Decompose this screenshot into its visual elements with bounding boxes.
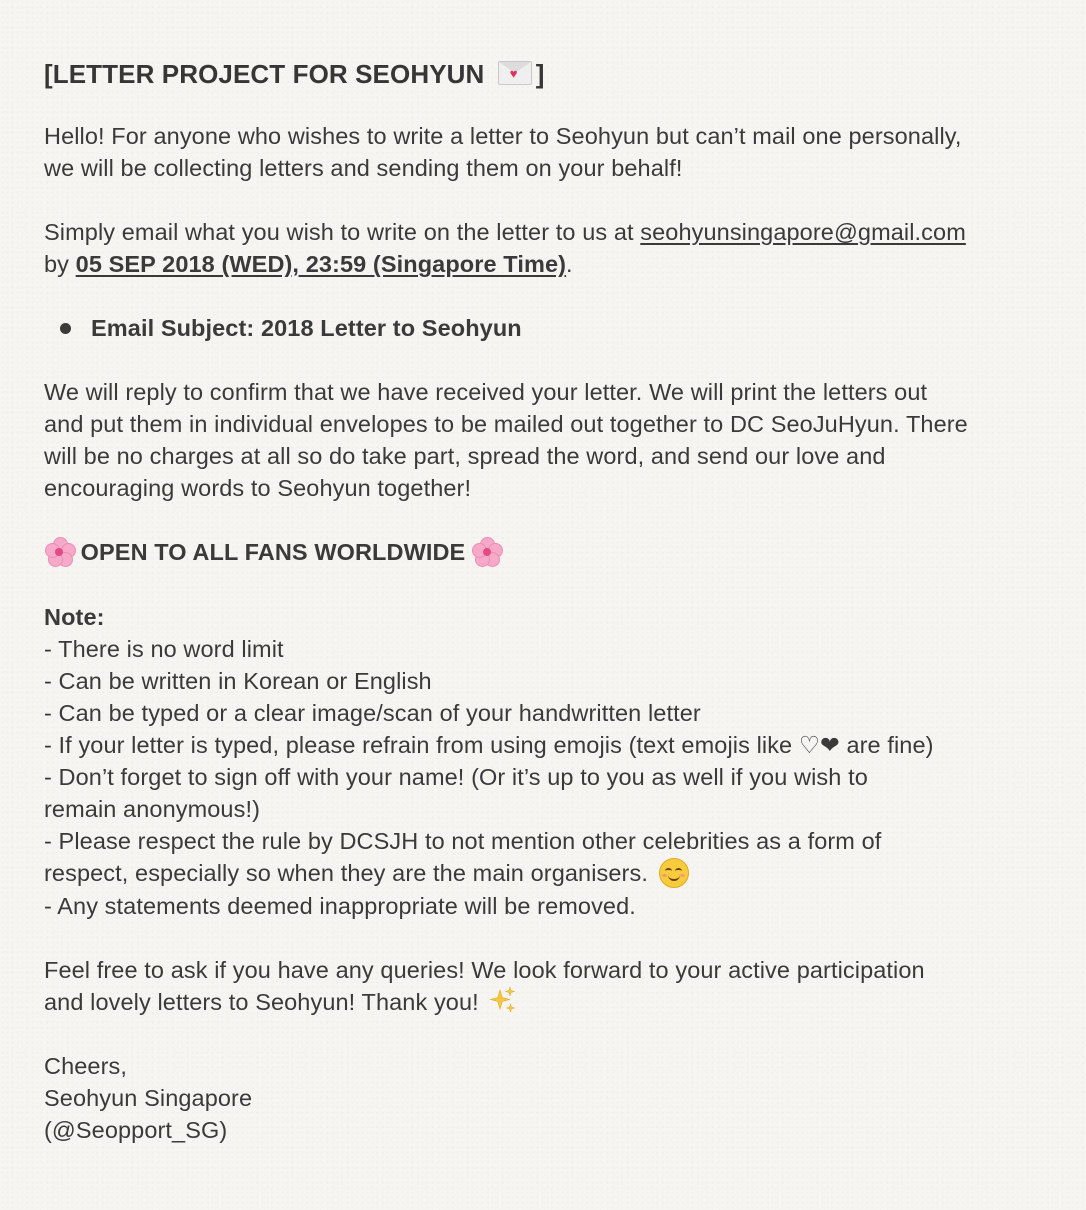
note-item-continued [44, 857, 1054, 890]
instructions-prefix: Simply email what you wish to write on the letter to us at [44, 219, 641, 245]
signature-handle: (@Seopport_SG) [44, 1116, 228, 1143]
instructions-by: by [44, 251, 76, 277]
confirm-line-4: encouraging words to Seohyun together! [44, 475, 472, 501]
signature-greeting: Cheers, [44, 1052, 127, 1079]
note-item: - If your letter is typed, please refrain from using emojis (text emojis like ♡❤ are fine) [44, 731, 934, 758]
note-item: - Can be typed or a clear image/scan of your handwritten letter [44, 699, 701, 726]
open-banner-text: OPEN TO ALL FANS WORLDWIDE [80, 539, 466, 565]
title-bracket: ] [535, 59, 545, 89]
title-text: [LETTER PROJECT FOR SEOHYUN [44, 59, 485, 89]
instructions-end: . [566, 251, 573, 277]
signature-name: Seohyun Singapore [44, 1084, 253, 1111]
subject-bullet-item [44, 312, 1054, 344]
letter-document [44, 56, 1054, 1146]
sparkles-icon [489, 986, 517, 1014]
note-item-continued: remain anonymous!) [44, 795, 261, 822]
confirm-line-3: will be no charges at all so do take part, spread the word, and send our love and [44, 443, 886, 469]
bullet-dot-icon [60, 323, 71, 334]
note-item-text: respect, especially so when they are the main organisers. [44, 859, 648, 886]
closing-text: and lovely letters to Seohyun! Thank you! [44, 988, 479, 1015]
email-subject: Email Subject: 2018 Letter to Seohyun [91, 315, 522, 341]
note-item: - Any statements deemed inappropriate will be removed. [44, 892, 636, 919]
note-item: - There is no word limit [44, 635, 284, 662]
instructions-line-2 [44, 248, 1054, 280]
deadline-date: 05 SEP 2018 (WED), 23:59 (Singapore Time) [75, 251, 567, 277]
closing-line-1: Feel free to ask if you have any queries! We look forward to your active participation [44, 956, 925, 983]
confirm-line-1: We will reply to confirm that we have received your letter. We will print the letters out [44, 379, 928, 405]
love-letter-icon: ♥ [498, 61, 532, 85]
document-title [44, 56, 1054, 92]
email-link[interactable]: seohyunsingapore@gmail.com [640, 219, 966, 245]
confirm-line-2: and put them in individual envelopes to be mailed out together to DC SeoJuHyun. There [44, 411, 968, 437]
note-item: - Don’t forget to sign off with your name! (Or it’s up to you as well if you wish to [44, 763, 868, 790]
intro-line-1: Hello! For anyone who wishes to write a letter to Seohyun but can’t mail one personally, [44, 123, 962, 149]
cherry-blossom-icon [472, 537, 502, 567]
note-item: - Please respect the rule by DCSJH to not mention other celebrities as a form of [44, 827, 882, 854]
open-banner [44, 536, 1054, 569]
note-heading: Note: [44, 603, 105, 630]
instructions-line-1 [44, 216, 1054, 248]
smiling-face-icon [659, 858, 689, 888]
note-item: - Can be written in Korean or English [44, 667, 432, 694]
intro-line-2: we will be collecting letters and sending them on your behalf! [44, 155, 683, 181]
cherry-blossom-icon [44, 537, 74, 567]
closing-line-2 [44, 986, 1054, 1018]
